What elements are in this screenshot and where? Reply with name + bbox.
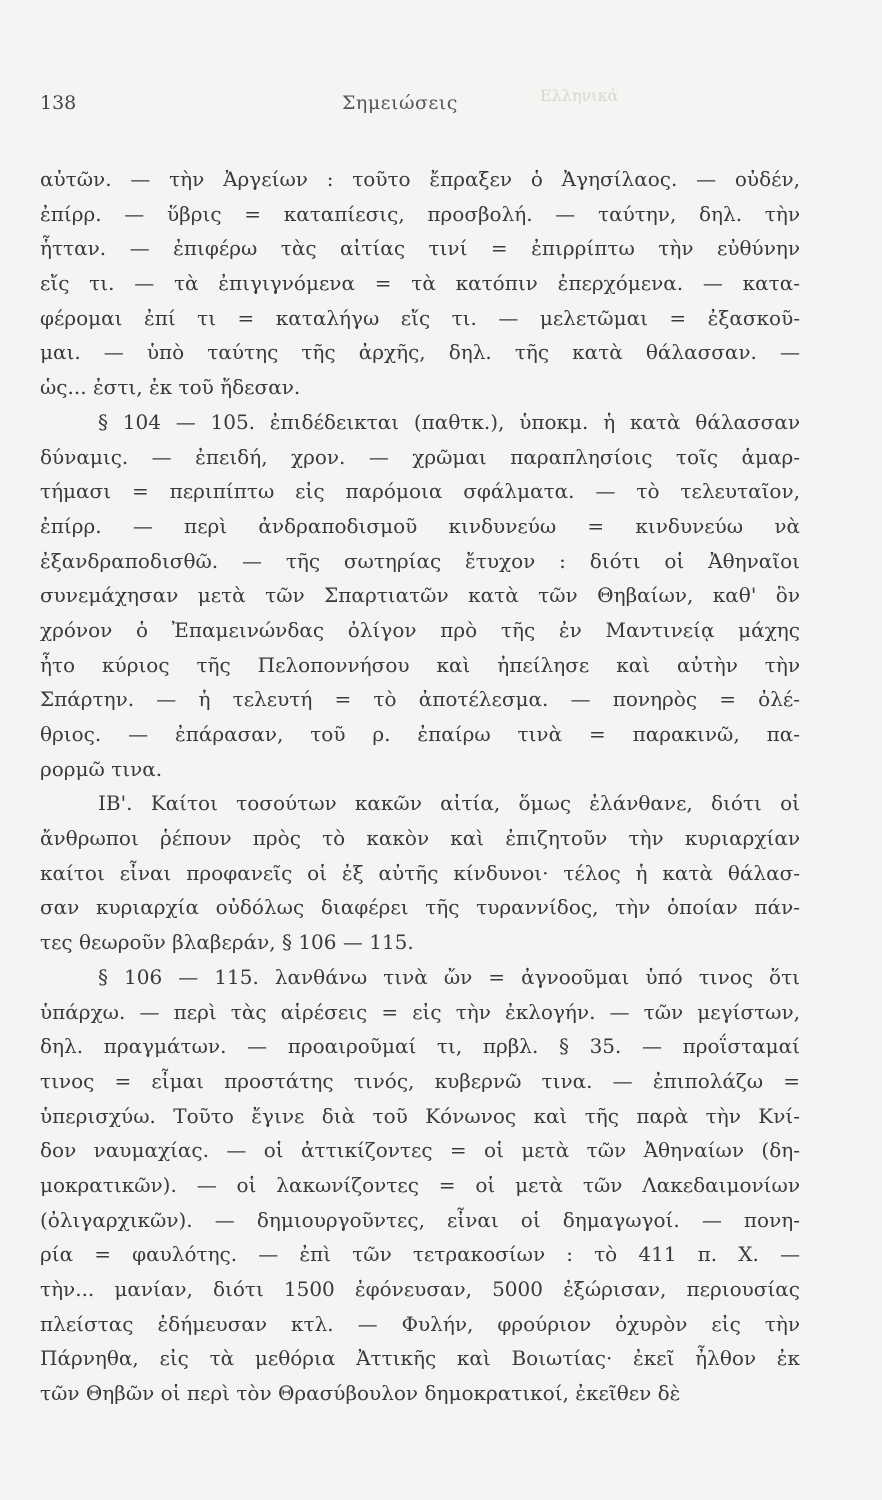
text-line: τήμασι = περιπίπτω εἰς παρόμοια σφάλματα. — τὸ τελευταῖον, [40,479,800,504]
text-line: τες θεωροῦν βλαβεράν, § 106 — 115. [40,930,414,955]
text-line: § 106 — 115. λανθάνω τινὰ ὤν = ἀγνοοῦμαι ὑπό τινος ὅτι [98,964,800,989]
text-line: καίτοι εἶναι προφανεῖς οἱ ἐξ αὐτῆς κίνδυνοι· τέλος ἡ κατὰ θάλασ- [40,860,800,885]
text-line: τῶν Θηβῶν οἱ περὶ τὸν Θρασύβουλον δημοκρατικοί, ἐκεῖθεν δὲ [40,1381,681,1406]
text-line: τὴν... μανίαν, διότι 1500 ἐφόνευσαν, 5000 ἐξώρισαν, περιουσίας [40,1277,800,1301]
text-line: αὐτῶν. — τὴν Ἀργείων : τοῦτο ἔπραξεν ὁ Ἀγησίλαος. — οὐδέν, [40,167,800,191]
text-line: ἐπίρρ. — ὕβρις = καταπίεσις, προσβολή. — ταύτην, δηλ. τὴν [40,201,800,226]
text-line: ΙΒ'. Καίτοι τοσούτων κακῶν αἰτία, ὅμως ἐλάνθανε, διότι οἱ [98,791,800,816]
text-line: ὑπερισχύω. Τοῦτο ἔγινε διὰ τοῦ Κόνωνος καὶ τῆς παρὰ τὴν Κνί- [40,1103,800,1128]
text-line: ρορμῶ τινα. [40,756,163,781]
text-line: § 104 — 105. ἐπιδέδεικται (παθτκ.), ὑποκμ. ἡ κατὰ θάλασσαν [98,409,800,434]
text-line: δύναμις. — ἐπειδή, χρον. — χρῶμαι παραπλησίοις τοῖς ἁμαρ- [40,444,800,469]
text-line: δηλ. πραγμάτων. — προαιροῦμαί τι, πρβλ. § 35. — προΐσταμαί [40,1034,800,1059]
text-line: ἐπίρρ. — περὶ ἀνδραποδισμοῦ κινδυνεύω = κινδυνεύω νὰ [40,513,800,538]
page-body [40,162,800,1411]
text-line: ἐξανδραποδισθῶ. — τῆς σωτηρίας ἔτυχον : διότι οἱ Ἀθηναῖοι [40,548,800,573]
text-line: δον ναυμαχίας. — οἱ ἀττικίζοντες = οἱ μετὰ τῶν Ἀθηναίων (δη- [40,1138,800,1163]
text-line: εἴς τι. — τὰ ἐπιγιγνόμενα = τὰ κατόπιν ἐπερχόμενα. — κατα- [40,271,800,296]
text-line: τινος = εἶμαι προστάτης τινός, κυβερνῶ τινα. — ἐπιπολάζω = [40,1068,800,1093]
text-line: Σπάρτην. — ἡ τελευτή = τὸ ἀποτέλεσμα. — πονηρὸς = ὀλέ- [40,687,800,712]
text-line: ὑπάρχω. — περὶ τὰς αἱρέσεις = εἰς τὴν ἐκλογήν. — τῶν μεγίστων, [40,999,800,1024]
text-line: Πάρνηθα, εἰς τὰ μεθόρια Ἀττικῆς καὶ Βοιωτίας· ἐκεῖ ἦλθον ἐκ [40,1346,800,1371]
text-line: φέρομαι ἐπί τι = καταλήγω εἴς τι. — μελετῶμαι = ἐξασκοῦ- [40,305,800,330]
page-header [40,86,842,122]
page-number: 138 [40,92,77,114]
text-line: συνεμάχησαν μετὰ τῶν Σπαρτιατῶν κατὰ τῶν Θηβαίων, καθ' ὃν [40,583,800,608]
running-title: Σημειώσεις [342,92,458,114]
text-line: θριος. — ἐπάρασαν, τοῦ ρ. ἐπαίρω τινὰ = παρακινῶ, πα- [40,722,800,746]
text-line: (ὀλιγαρχικῶν). — δημιουργοῦντες, εἶναι οἱ δημαγωγοί. — πονη- [40,1207,800,1232]
text-line: ἦτο κύριος τῆς Πελοποννήσου καὶ ἠπείλησε καὶ αὐτὴν τὴν [40,652,800,677]
text-line: ρία = φαυλότης. — ἐπὶ τῶν τετρακοσίων : τὸ 411 π. Χ. — [40,1242,800,1267]
text-line: ἧτταν. — ἐπιφέρω τὰς αἰτίας τινί = ἐπιρρίπτω τὴν εὐθύνην [40,236,800,261]
show-through-text: Ελληνικά [540,86,619,105]
text-line: σαν κυριαρχία οὐδόλως διαφέρει τῆς τυραννίδος, τὴν ὁποίαν πάν- [40,895,800,920]
text-line: μαι. — ὑπὸ ταύτης τῆς ἀρχῆς, δηλ. τῆς κατὰ θάλασσαν. — [40,340,800,365]
text-line: ἄνθρωποι ῥέπουν πρὸς τὸ κακὸν καὶ ἐπιζητοῦν τὴν κυριαρχίαν [40,826,800,851]
text-line: ὡς... ἐστι, ἐκ τοῦ ἤδεσαν. [40,375,301,400]
text-line: χρόνον ὁ Ἐπαμεινώνδας ὀλίγον πρὸ τῆς ἐν Μαντινείᾳ μάχης [40,617,800,642]
text-line: πλείστας ἐδήμευσαν κτλ. — Φυλήν, φρούριον ὀχυρὸν εἰς τὴν [40,1311,800,1336]
text-line: μοκρατικῶν). — οἱ λακωνίζοντες = οἱ μετὰ τῶν Λακεδαιμονίων [40,1172,800,1197]
